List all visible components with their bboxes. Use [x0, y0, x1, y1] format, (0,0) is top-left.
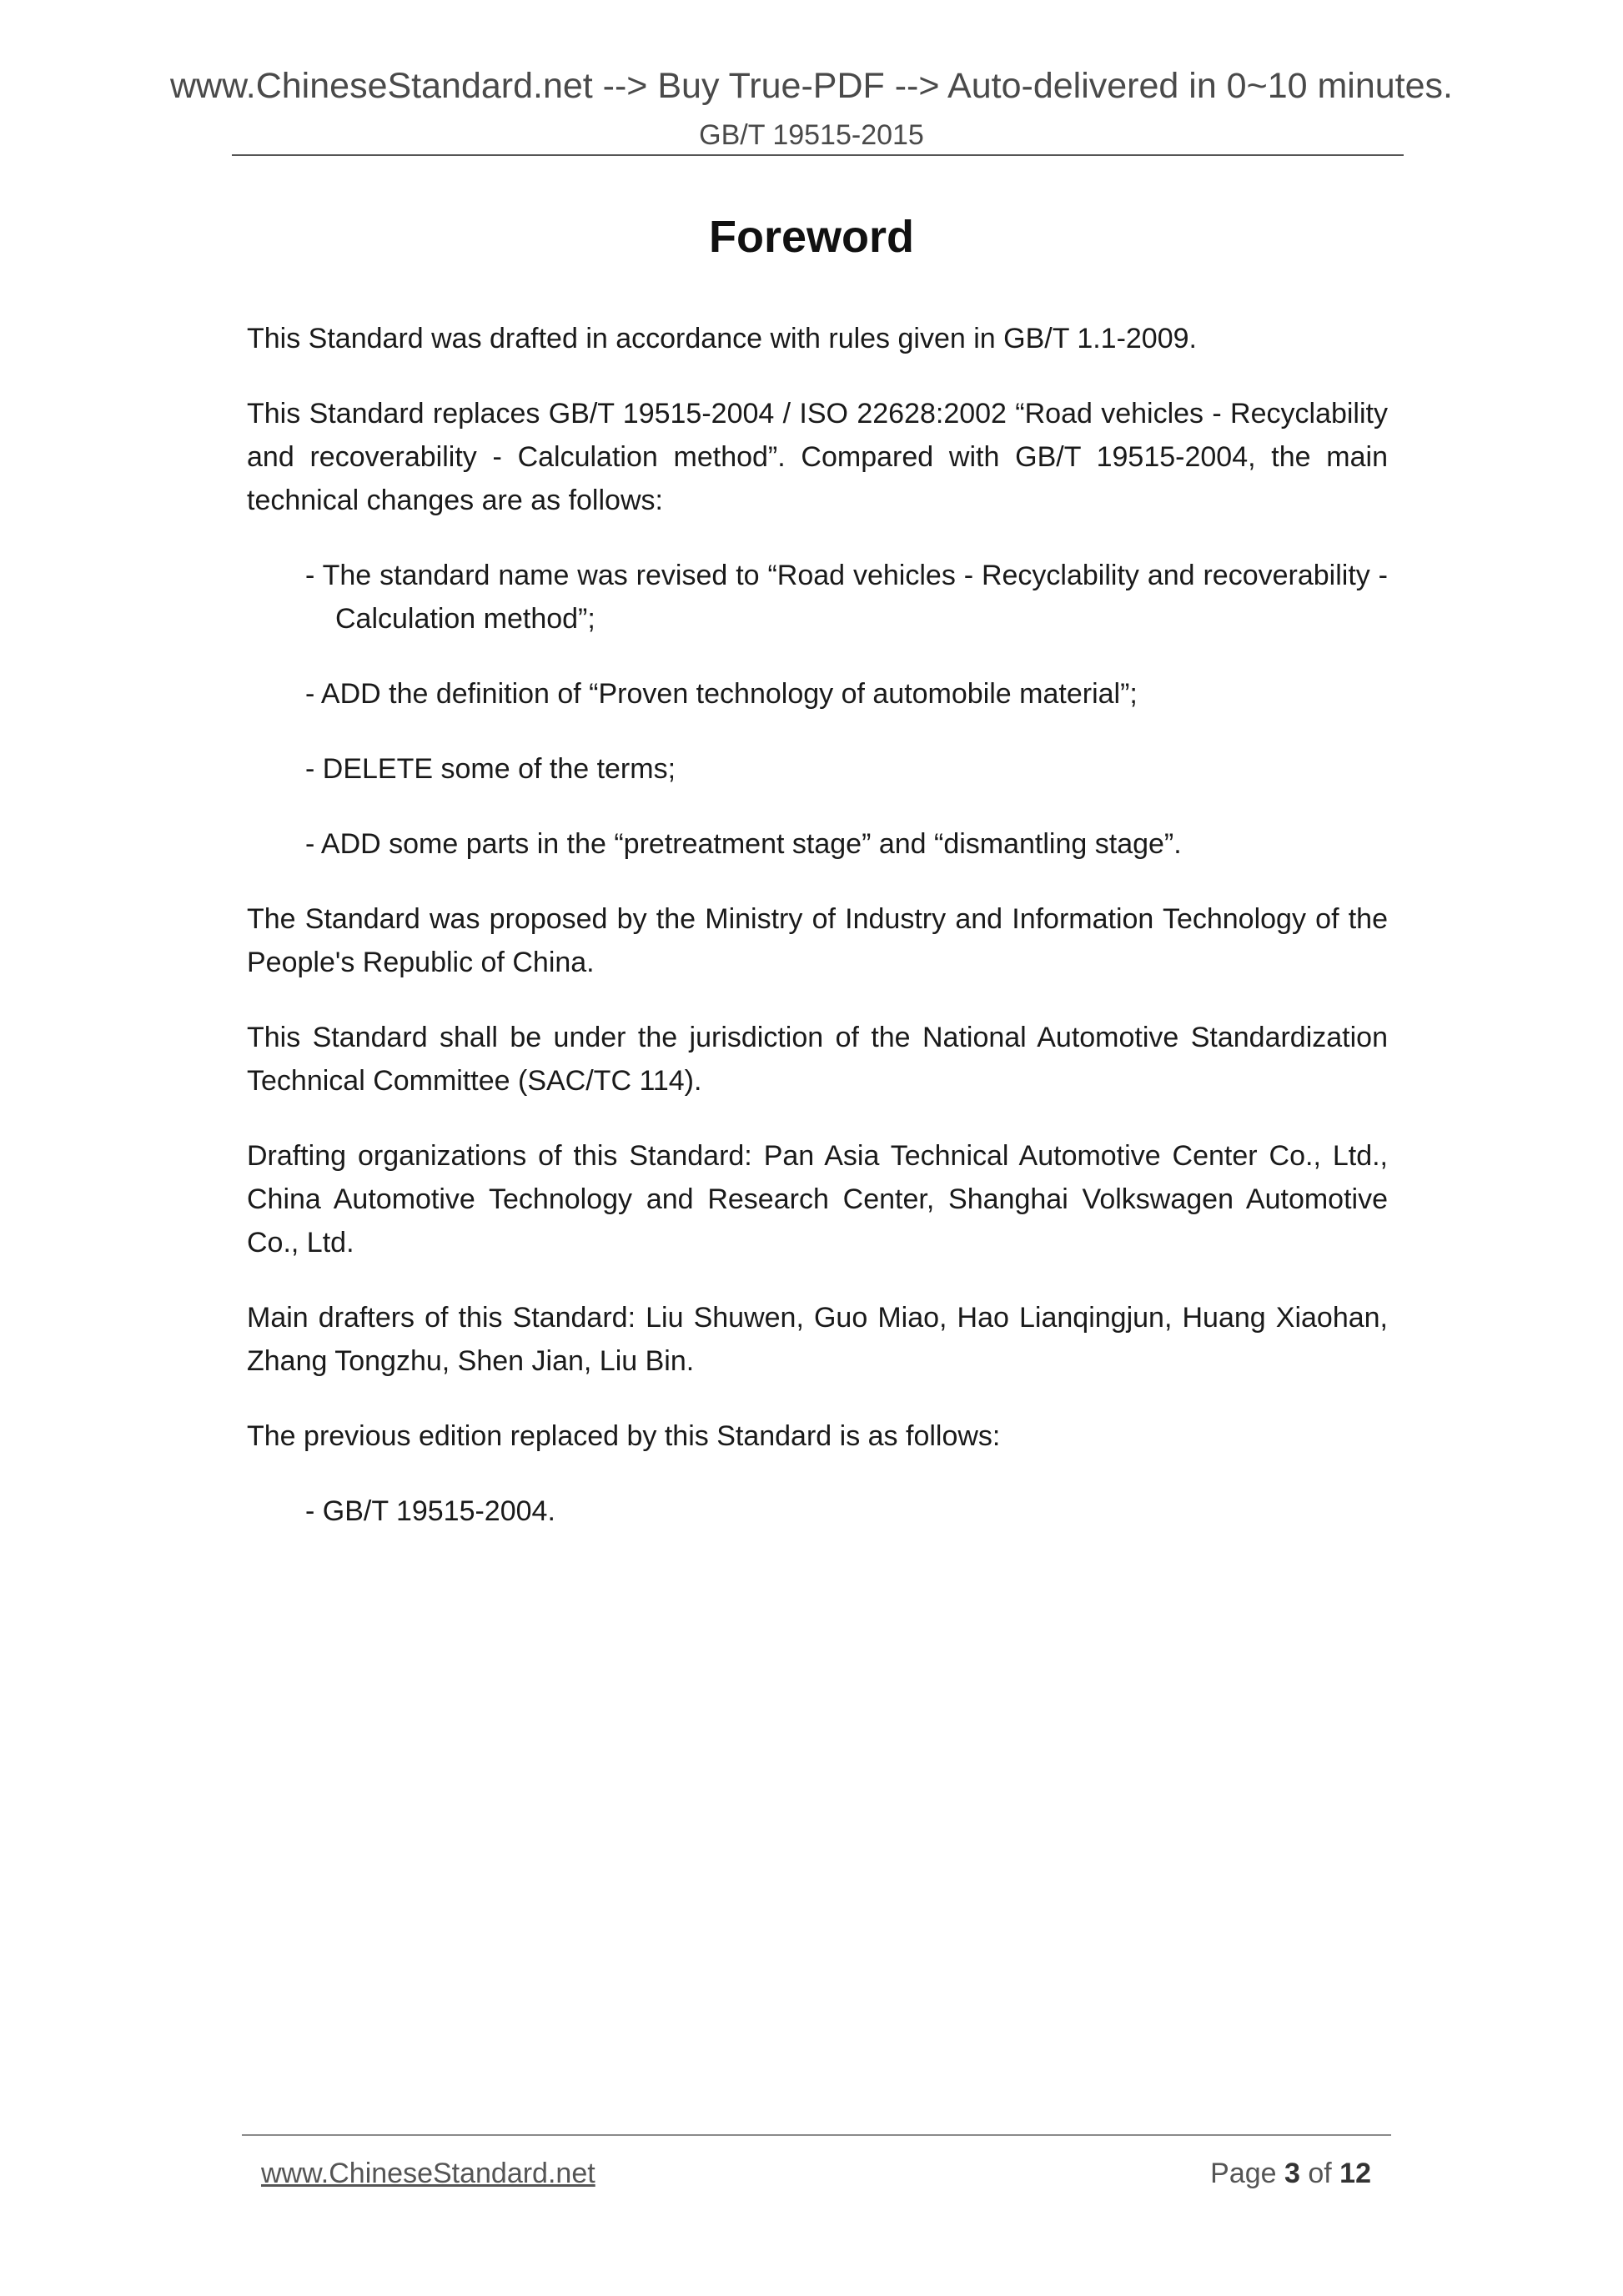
page-total: 12	[1339, 2158, 1371, 2189]
paragraph-main-drafters: Main drafters of this Standard: Liu Shuwen, Guo Miao, Hao Lianqingjun, Huang Xiaohan, Zhang Tongzhu, Shen Jian, Liu Bin.	[247, 1302, 1388, 1377]
paragraph-proposed-by: The Standard was proposed by the Ministry of Industry and Information Technology of the People's Republic of China.	[247, 903, 1388, 978]
header-divider	[232, 154, 1404, 156]
previous-edition-item: - GB/T 19515-2004.	[305, 1495, 555, 1527]
change-item-standard-name: - The standard name was revised to “Road vehicles - Recyclability and recoverability - Calculation method”;	[305, 560, 1388, 635]
paragraph-jurisdiction: This Standard shall be under the jurisdiction of the National Automotive Standardization Technical Committee (SAC/TC 114).	[247, 1022, 1388, 1097]
paragraph-drafting-organizations: Drafting organizations of this Standard: Pan Asia Technical Automotive Center Co., Ltd., China Automotive Technology and Research Center, Shanghai Volkswagen Automotive Co., Ltd.	[247, 1140, 1388, 1259]
change-item-add-definition: - ADD the definition of “Proven technology of automobile material”;	[305, 678, 1138, 710]
footer-site-link[interactable]: www.ChineseStandard.net	[261, 2158, 595, 2189]
site-banner: www.ChineseStandard.net --> Buy True-PDF --> Auto-delivered in 0~10 minutes.	[169, 66, 1453, 106]
footer-divider	[242, 2134, 1391, 2136]
page-current: 3	[1284, 2158, 1300, 2189]
paragraph-replacement: This Standard replaces GB/T 19515-2004 / ISO 22628:2002 “Road vehicles - Recyclability and recoverability - Calculation method”. Compared with GB/T 19515-2004, the main technical changes are as follows:	[247, 398, 1388, 516]
page-indicator	[1210, 2157, 1371, 2190]
page-title: Foreword	[708, 212, 914, 262]
change-item-delete-terms: - DELETE some of the terms;	[305, 753, 676, 785]
document-body	[247, 317, 1388, 1565]
page-prefix: Page	[1210, 2158, 1284, 2189]
change-item-add-parts: - ADD some parts in the “pretreatment stage” and “dismantling stage”.	[305, 828, 1182, 860]
paragraph-drafting-rules: This Standard was drafted in accordance with rules given in GB/T 1.1-2009.	[247, 323, 1197, 354]
paragraph-previous-edition: The previous edition replaced by this Standard is as follows:	[247, 1420, 1001, 1452]
standard-code: GB/T 19515-2015	[699, 119, 924, 151]
page-separator: of	[1299, 2158, 1340, 2189]
